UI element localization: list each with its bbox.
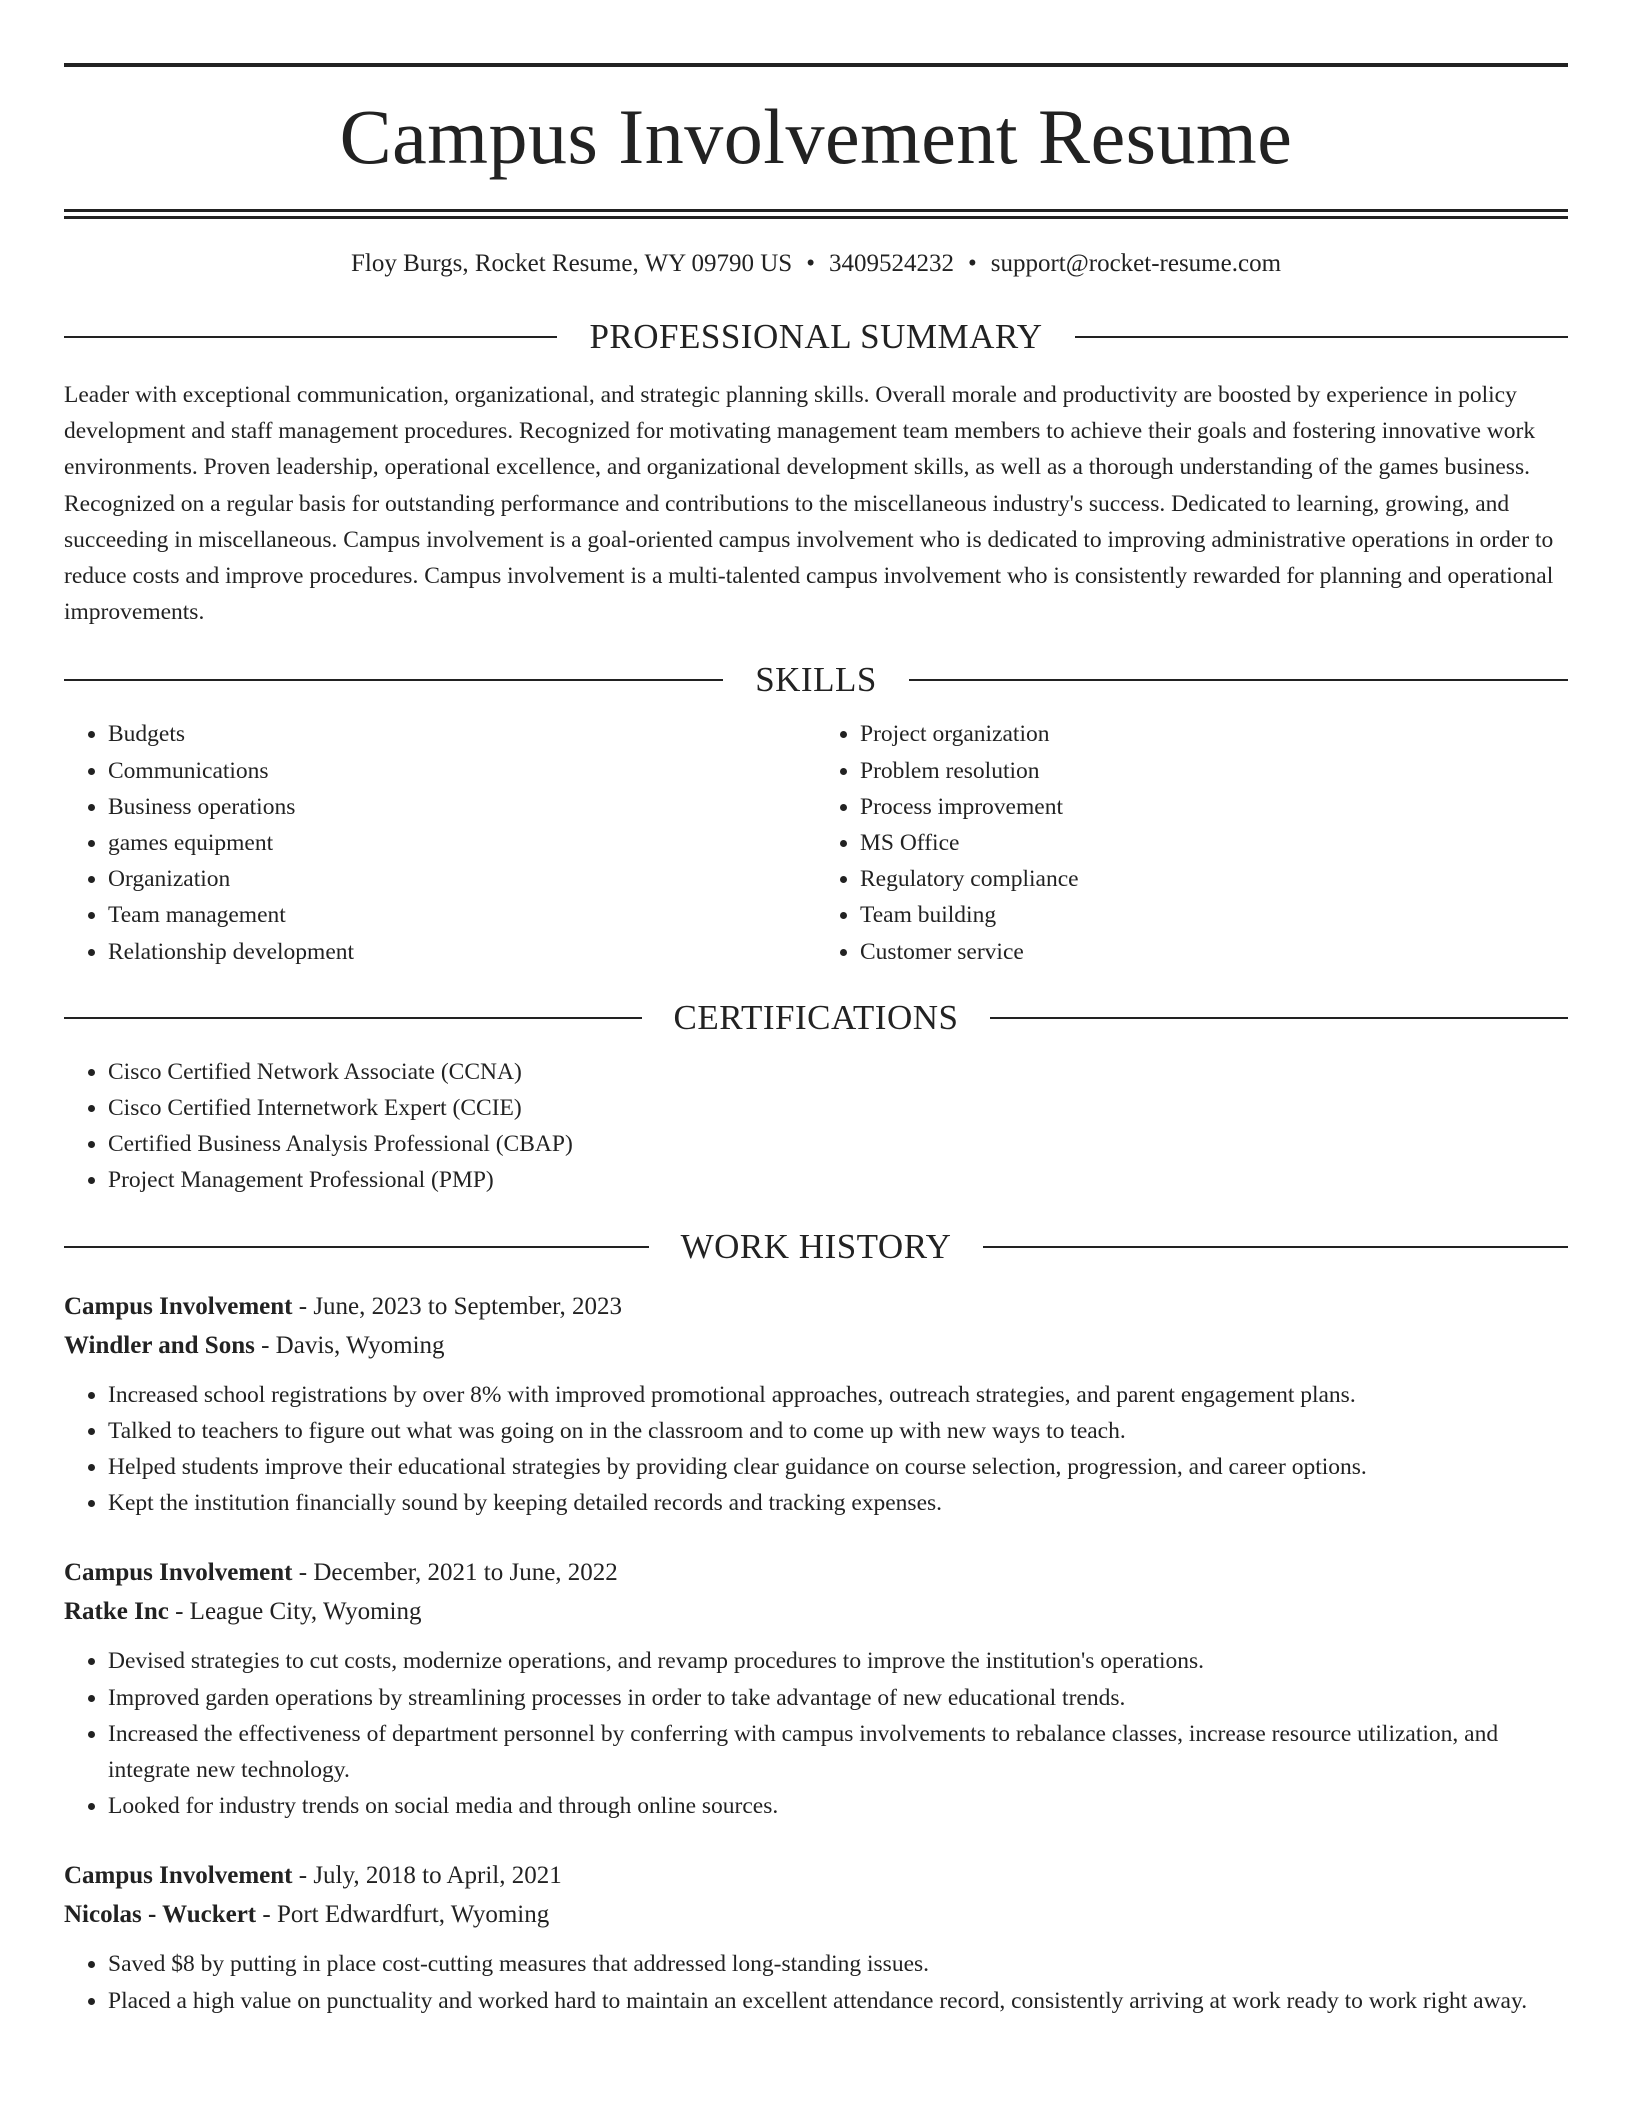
job-company-line — [64, 1895, 1568, 1934]
job-bullets — [64, 1643, 1568, 1824]
skill-item: • Relationship development — [108, 934, 816, 970]
job-location: - Port Edwardfurt, Wyoming — [256, 1901, 550, 1929]
job-bullet: • Increased the effectiveness of department personnel by conferring with campus involvements to rebalance classes, increase resource utilization, and integrate new technology. — [108, 1716, 1568, 1788]
work-history-heading-label: WORK HISTORY — [680, 1226, 952, 1266]
job-dates: - July, 2018 to April, 2021 — [292, 1862, 562, 1890]
job-title-line — [64, 1287, 1568, 1326]
job-bullets — [64, 1377, 1568, 1522]
job-title-line — [64, 1856, 1568, 1895]
job-dates: - June, 2023 to September, 2023 — [292, 1292, 623, 1320]
skill-item: • Project organization — [860, 716, 1568, 752]
job-bullets — [64, 1946, 1568, 2018]
skill-item: • Customer service — [860, 934, 1568, 970]
summary-heading — [64, 317, 1568, 357]
job-bullet: • Kept the institution financially sound by keeping detailed records and tracking expenses. — [108, 1485, 1568, 1521]
job-bullet: • Helped students improve their educational strategies by providing clear guidance on course selection, progression, and career options. — [108, 1449, 1568, 1485]
title-double-rule — [64, 209, 1568, 219]
job-bullet: • Increased school registrations by over 8% with improved promotional approaches, outreach strategies, and parent engagement plans. — [108, 1377, 1568, 1413]
certifications-heading — [64, 998, 1568, 1038]
job-title: Campus Involvement — [64, 1559, 293, 1587]
heading-rule-left — [64, 1017, 642, 1019]
job-bullet: • Devised strategies to cut costs, modernize operations, and revamp procedures to improve the institution's operations. — [108, 1643, 1568, 1679]
skill-item: • games equipment — [108, 825, 816, 861]
job-company-line — [64, 1592, 1568, 1631]
job-bullet: • Saved $8 by putting in place cost-cutting measures that addressed long-standing issues. — [108, 1946, 1568, 1982]
contact-line — [64, 247, 1568, 281]
contact-phone: 3409524232 — [828, 250, 954, 277]
work-history-heading — [64, 1227, 1568, 1267]
job-location: - League City, Wyoming — [168, 1598, 422, 1626]
certification-item: • Cisco Certified Network Associate (CCNA) — [108, 1054, 1568, 1090]
job-company-line — [64, 1326, 1568, 1365]
certification-item: • Project Management Professional (PMP) — [108, 1162, 1568, 1198]
skill-item: • MS Office — [860, 825, 1568, 861]
skill-item: • Problem resolution — [860, 753, 1568, 789]
job-company: Ratke Inc — [64, 1598, 169, 1626]
certification-item: • Certified Business Analysis Professional (CBAP) — [108, 1126, 1568, 1162]
contact-separator: • — [806, 250, 815, 277]
work-history-entries — [64, 1287, 1568, 2019]
skill-item: • Team building — [860, 897, 1568, 933]
skill-item: • Communications — [108, 753, 816, 789]
skills-heading-label: SKILLS — [755, 660, 877, 700]
skill-item: • Organization — [108, 861, 816, 897]
contact-address: Floy Burgs, Rocket Resume, WY 09790 US — [350, 250, 793, 277]
skills-columns — [64, 716, 1568, 969]
job-dates: - December, 2021 to June, 2022 — [292, 1559, 618, 1587]
certifications-heading-label: CERTIFICATIONS — [673, 997, 959, 1037]
contact-email: support@rocket-resume.com — [990, 250, 1282, 277]
certification-item: • Cisco Certified Internetwork Expert (CCIE) — [108, 1090, 1568, 1126]
job-entry — [64, 1287, 1568, 1522]
resume-page — [64, 0, 1568, 2019]
heading-rule-left — [64, 336, 557, 338]
skill-item: • Process improvement — [860, 789, 1568, 825]
job-title-line — [64, 1553, 1568, 1592]
job-company: Windler and Sons — [64, 1331, 255, 1359]
job-entry — [64, 1553, 1568, 1824]
job-title: Campus Involvement — [64, 1862, 293, 1890]
skills-list-right — [816, 716, 1568, 969]
skills-heading — [64, 660, 1568, 700]
contact-separator: • — [967, 250, 977, 277]
job-location: - Davis, Wyoming — [254, 1331, 445, 1359]
heading-rule-right — [983, 1246, 1568, 1248]
job-bullet: • Looked for industry trends on social media and through online sources. — [108, 1788, 1568, 1824]
heading-rule-right — [909, 679, 1568, 681]
skill-item: • Budgets — [108, 716, 816, 752]
heading-rule-right — [990, 1017, 1568, 1019]
heading-rule-right — [1075, 336, 1568, 338]
job-company: Nicolas - Wuckert — [64, 1901, 257, 1929]
summary-text: Leader with exceptional communication, organizational, and strategic planning skills. Overall morale and productivity are boosted by experience in policy development and staff management procedures. Recognized for motivating management team members to achieve their goals and fostering innovative work environments. Proven leadership, operational excellence, and organizational development skills, as well as a thorough understanding of the games business. Recognized on a regular basis for outstanding performance and contributions to the miscellaneous industry's success. Dedicated to learning, growing, and succeeding in miscellaneous. Campus involvement is a goal-oriented campus involvement who is dedicated to improving administrative operations in order to reduce costs and improve procedures. Campus involvement is a multi-talented campus involvement who is consistently rewarded for planning and operational improvements. — [64, 382, 1554, 626]
job-bullet: • Talked to teachers to figure out what was going on in the classroom and to come up with new ways to teach. — [108, 1413, 1568, 1449]
certifications-list — [64, 1054, 1568, 1199]
heading-rule-left — [64, 679, 723, 681]
job-bullet: • Improved garden operations by streamlining processes in order to take advantage of new educational trends. — [108, 1680, 1568, 1716]
skill-item: • Regulatory compliance — [860, 861, 1568, 897]
skill-item: • Business operations — [108, 789, 816, 825]
job-bullet: • Placed a high value on punctuality and worked hard to maintain an excellent attendance record, consistently arriving at work ready to work right away. — [108, 1983, 1568, 2019]
skills-list-left — [64, 716, 816, 969]
job-entry — [64, 1856, 1568, 2018]
heading-rule-left — [64, 1246, 649, 1248]
top-rule — [64, 63, 1568, 67]
job-title: Campus Involvement — [64, 1292, 293, 1320]
summary-heading-label: PROFESSIONAL SUMMARY — [589, 317, 1043, 356]
resume-title: Campus Involvement Resume — [339, 93, 1293, 180]
skill-item: • Team management — [108, 897, 816, 933]
